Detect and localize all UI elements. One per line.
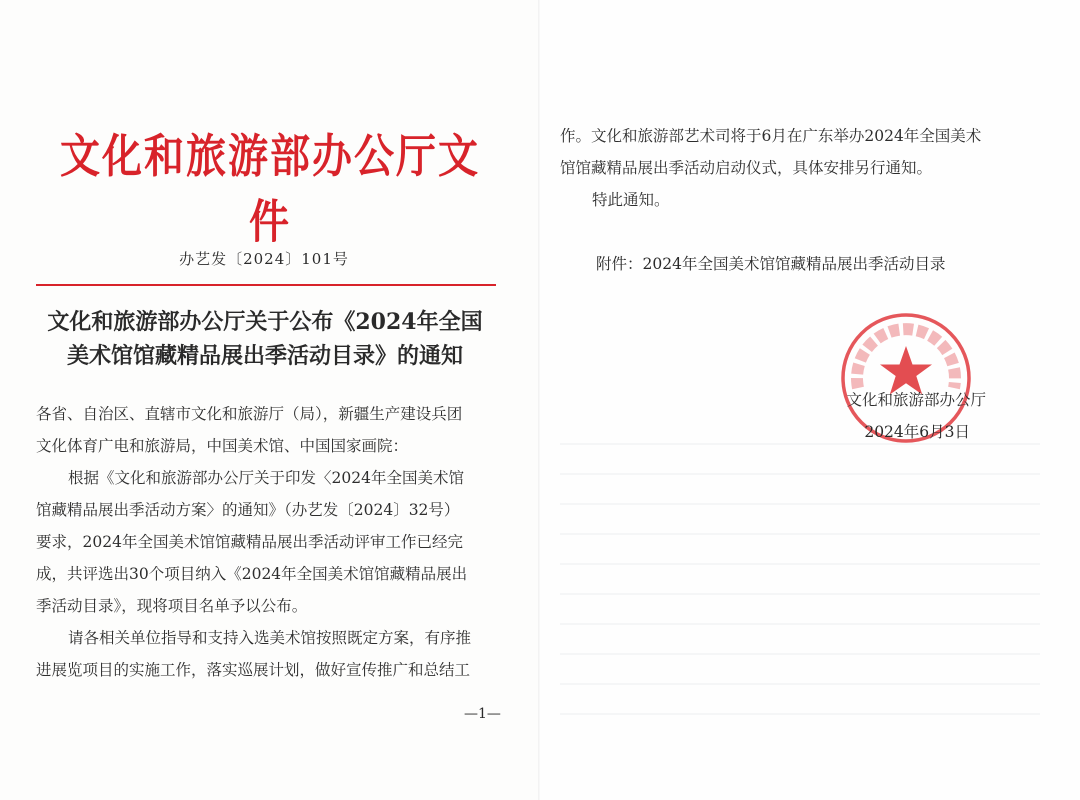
paragraph-line: 作。文化和旅游部艺术司将于6月在广东举办2024年全国美术 — [560, 127, 982, 145]
signing-organization: 文化和旅游部办公厅 — [846, 391, 986, 409]
document-issuer-header: 文化和旅游部办公厅文件 — [60, 129, 480, 249]
attachment-note: 附件：2024年全国美术馆馆藏精品展出季活动目录 — [596, 255, 946, 273]
signature-block — [820, 384, 1000, 448]
paragraph-line: 请各相关单位指导和支持入选美术馆按照既定方案，有序推 — [68, 629, 472, 647]
signing-date: 2024年6月3日 — [864, 423, 970, 441]
paragraph-line: 根据《文化和旅游部办公厅关于印发〈2024年全国美术馆 — [68, 469, 464, 487]
red-divider-line — [36, 284, 496, 286]
paragraph-line: 季活动目录》，现将项目名单予以公布。 — [36, 597, 308, 615]
document-number: 办艺发〔2024〕101号 — [179, 250, 349, 268]
notice-title — [30, 305, 500, 373]
paragraph-line: 要求，2024年全国美术馆馆藏精品展出季活动评审工作已经完 — [36, 533, 463, 551]
closing-line: 特此通知。 — [592, 191, 670, 209]
scan-bleed-through — [560, 415, 1040, 735]
notice-title-line: 文化和旅游部办公厅关于公布《2024年全国 — [47, 309, 483, 335]
notice-title-line: 美术馆馆藏精品展出季活动目录》的通知 — [66, 343, 463, 369]
notice-body — [36, 398, 506, 686]
paragraph-line: 馆馆藏精品展出季活动启动仪式，具体安排另行通知。 — [560, 159, 933, 177]
paragraph-line: 馆藏精品展出季活动方案〉的通知》（办艺发〔2024〕32号） — [36, 501, 460, 519]
recipients-line: 文化体育广电和旅游局，中国美术馆、中国国家画院： — [36, 437, 409, 455]
paragraph-line: 进展览项目的实施工作，落实巡展计划，做好宣传推广和总结工 — [36, 661, 471, 679]
notice-continuation — [560, 120, 1050, 216]
recipients-line: 各省、自治区、直辖市文化和旅游厅（局），新疆生产建设兵团 — [36, 405, 463, 423]
page-number: —1— — [464, 706, 501, 722]
paragraph-line: 成，共评选出30个项目纳入《2024年全国美术馆馆藏精品展出 — [36, 565, 468, 583]
